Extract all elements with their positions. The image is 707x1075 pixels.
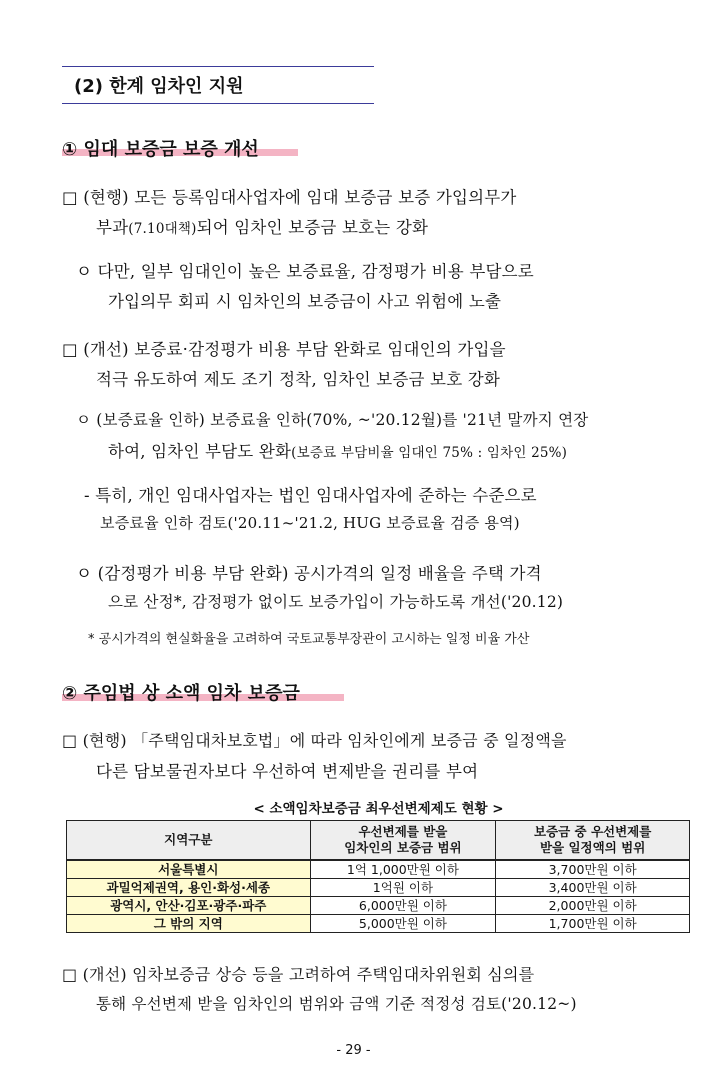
para-current-1-line2 [96,214,428,238]
footnote: * 공시가격의 현실화율을 고려하여 국토교통부장관이 고시하는 일정 비율 가산 [88,632,530,647]
table-header-cell: 우선변제를 받을 임차인의 보증금 범위 [310,821,496,861]
section-header [62,66,374,104]
para-appraisal-line1: ㅇ (감정평가 비용 부담 완화) 공시가격의 일정 배율을 주택 가격 [76,564,542,583]
table-row [67,915,690,933]
para-current-1-line1: □ (현행) 모든 등록임대사업자에 임대 보증금 보증 가입의무가 [62,188,517,207]
table-cell: 1억원 이하 [310,879,496,897]
text-span: 하여, 임차인 부담도 완화 [108,442,292,461]
para-improve-2-line2: 통해 우선변제 받을 임차인의 범위와 금액 기준 적정성 검토('20.12~) [96,995,577,1013]
para-issue-line1: ㅇ 다만, 일부 임대인이 높은 보증료율, 감정평가 비용 부담으로 [76,262,534,281]
subheading-1 [62,135,259,161]
table-cell-region: 서울특별시 [67,860,311,879]
para-current-2-line1: □ (현행) 「주택임대차보호법」에 따라 임차인에게 보증금 중 일정액을 [62,731,567,750]
para-current-2-line2: 다른 담보물권자보다 우선하여 변제받을 권리를 부여 [96,762,479,781]
text-span: 되어 임차인 보증금 보호는 강화 [196,218,429,237]
text-span-small: (7.10대책) [128,221,197,237]
para-appraisal-line2: 으로 산정*, 감정평가 없이도 보증가입이 가능하도록 개선('20.12) [108,593,564,611]
table-header-cell: 지역구분 [67,821,311,861]
para-individual-line2: 보증료율 인하 검토('20.11~'21.2, HUG 보증료율 검증 용역) [100,514,520,532]
table-caption: < 소액임차보증금 최우선변제제도 현황 > [253,801,504,817]
subheading-text: 주임법 상 소액 임차 보증금 [83,683,300,704]
table-header-cell: 보증금 중 우선변제를 받을 일정액의 범위 [496,821,690,861]
subheading-2 [62,679,300,705]
para-fee-line1: ㅇ (보증료율 인하) 보증료율 인하(70%, ~'20.12월)를 '21년 말까지 연장 [76,411,589,429]
table-row [67,879,690,897]
table-cell: 3,400만원 이하 [496,879,690,897]
table-cell: 3,700만원 이하 [496,860,690,879]
text-span-small: (보증료 부담비율 임대인 75% : 임차인 25%) [291,445,568,461]
table-cell: 1억 1,000만원 이하 [310,860,496,879]
table-cell: 6,000만원 이하 [310,897,496,915]
section-title: (2) 한계 임차인 지원 [74,76,244,97]
para-improve-1-line2: 적극 유도하여 제도 조기 정착, 임차인 보증금 보호 강화 [96,370,501,389]
subheading-marker: ① [62,139,78,160]
subheading-text: 임대 보증금 보증 개선 [83,139,259,160]
para-improve-1-line1: □ (개선) 보증료·감정평가 비용 부담 완화로 임대인의 가입을 [62,340,506,359]
text-span: 부과 [96,218,129,237]
table-cell-region: 광역시, 안산·김포·광주·파주 [67,897,311,915]
table-header-row [67,821,690,861]
para-fee-line2 [108,438,567,462]
para-individual-line1: - 특히, 개인 임대사업자는 법인 임대사업자에 준하는 수준으로 [84,486,537,505]
table-row [67,897,690,915]
subheading-marker: ② [62,683,78,704]
table-row [67,860,690,879]
page-number: - 29 - [336,1043,371,1058]
priority-repayment-table [66,820,690,933]
para-improve-2-line1: □ (개선) 임차보증금 상승 등을 고려하여 주택임대차위원회 심의를 [62,965,535,984]
para-issue-line2: 가입의무 회피 시 임차인의 보증금이 사고 위험에 노출 [108,292,502,311]
table-cell: 1,700만원 이하 [496,915,690,933]
table-cell: 2,000만원 이하 [496,897,690,915]
table-cell-region: 그 밖의 지역 [67,915,311,933]
table-cell-region: 과밀억제권역, 용인·화성·세종 [67,879,311,897]
table-cell: 5,000만원 이하 [310,915,496,933]
